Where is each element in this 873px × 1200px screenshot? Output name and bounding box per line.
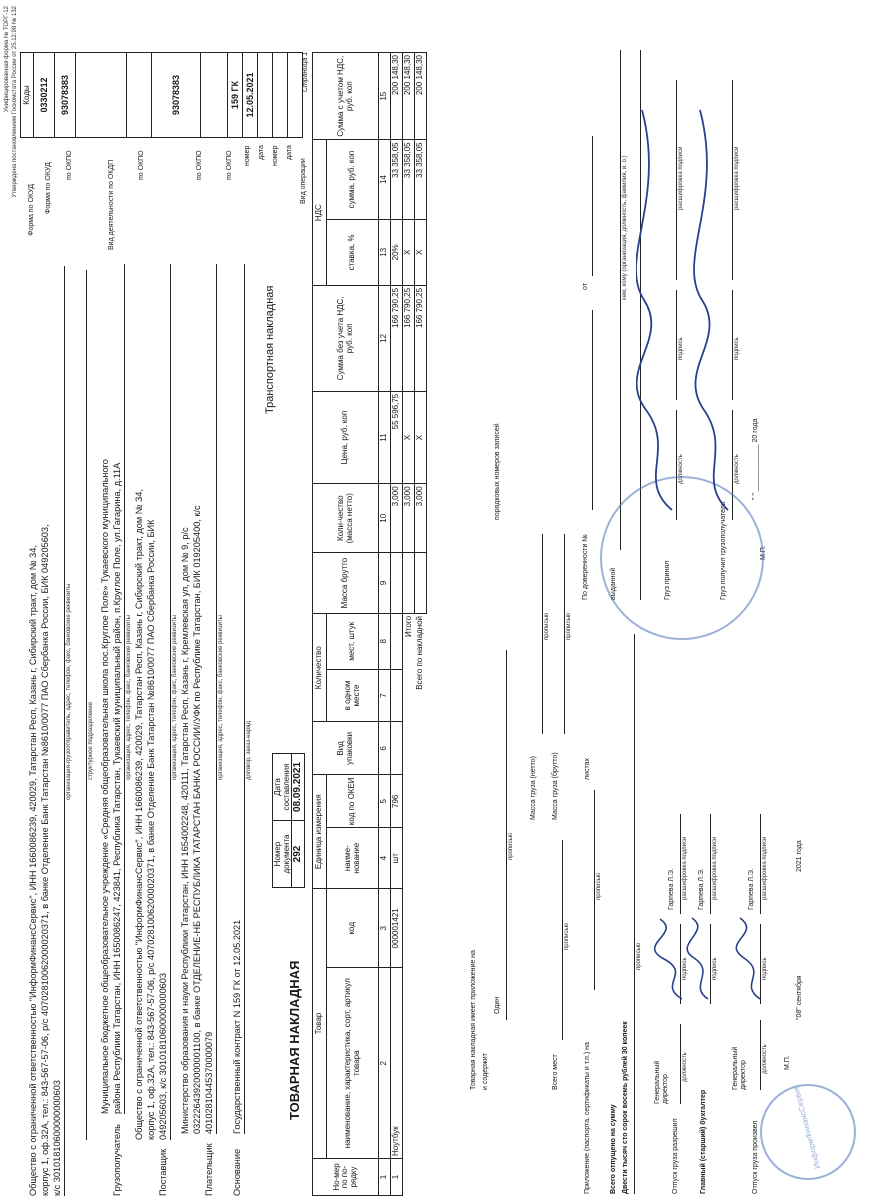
allowed-pos-caption: должность bbox=[682, 1052, 688, 1082]
cell-places bbox=[391, 613, 403, 669]
th-price: Цена, руб. коп bbox=[313, 391, 379, 484]
okpo-label-2: по ОКПО bbox=[138, 150, 145, 180]
records-label: порядковых номеров записей bbox=[494, 423, 501, 520]
division-caption: структурное подразделение bbox=[88, 701, 94, 780]
made-decode-caption: расшифровка подписи bbox=[762, 836, 768, 900]
signature-made bbox=[734, 914, 768, 1004]
cell-pack bbox=[391, 722, 403, 775]
th-vat-sum: сумма, руб. коп bbox=[327, 140, 379, 219]
date-year: 2021 года bbox=[796, 840, 803, 872]
supplier-caption: организация, адрес, телефон, факс, банковские реквизиты bbox=[172, 615, 178, 780]
th-net: Коли-чество (масса нетто) bbox=[313, 484, 379, 553]
appendix-caption: прописью bbox=[596, 872, 602, 900]
released-caption: прописью bbox=[636, 942, 642, 970]
th-total: Сумма с учетом НДС, руб. коп bbox=[313, 53, 379, 140]
proxy-from: от bbox=[582, 283, 589, 290]
basis-label: Основание bbox=[232, 1148, 242, 1196]
cell-price: 55 596,75 bbox=[391, 391, 403, 484]
okpo4-cell bbox=[201, 53, 228, 138]
consignee-line1: Муниципальное бюджетное общеобразовательное учреждение «Средняя общеобразовательная школа пос.Круглое Поле» Тукаевского муниципального bbox=[100, 459, 110, 1114]
th-vat-rate: ставка, % bbox=[327, 219, 379, 285]
th-sum: Сумма без учета НДС, руб. коп bbox=[313, 285, 379, 391]
tn-date-cell bbox=[273, 53, 288, 138]
page-label: Страница 1 bbox=[302, 51, 309, 92]
issued-caption: кем, кому (организация, должность, фамилия, и. о.) bbox=[622, 155, 628, 300]
attach-caption: прописью bbox=[508, 832, 514, 860]
shipper-line2: корпус 1, оф.32А, тел.: 843-567-57-06, р/с 40702810062000020371, в банке Отделение Банк Татарстан №8610/0077 ПАО Сбербанка России, БИК 049205603, bbox=[40, 524, 50, 1196]
grand-price: X bbox=[415, 391, 427, 484]
th-goods-name: наименование, характеристика, сорт, артикул товара bbox=[327, 968, 379, 1159]
column-number: 2 bbox=[379, 968, 391, 1159]
made-sign-caption: подпись bbox=[762, 957, 768, 980]
column-number: 8 bbox=[379, 613, 391, 669]
supplier-label: Поставщик bbox=[158, 1148, 168, 1196]
mass-gross-caption: прописью bbox=[566, 612, 572, 640]
accepted-label: Груз принял bbox=[664, 560, 671, 600]
cell-okei: 796 bbox=[391, 775, 403, 828]
cell-qty: 3,000 bbox=[391, 484, 403, 553]
allowed-sign-caption: подпись bbox=[682, 957, 688, 980]
th-qty-per-place: в одном месте bbox=[327, 669, 379, 722]
operation-cell bbox=[288, 53, 303, 138]
recv-mp: М.П. bbox=[760, 545, 767, 560]
tn-number-cell bbox=[258, 53, 273, 138]
sheets-label: листах bbox=[584, 757, 591, 780]
doc-number-table bbox=[272, 753, 305, 888]
column-number: 15 bbox=[379, 53, 391, 140]
cell-gross bbox=[391, 553, 403, 614]
document-title: ТОВАРНАЯ НАКЛАДНАЯ bbox=[287, 960, 302, 1120]
okud-label-text: Форма по ОКУД bbox=[45, 162, 52, 214]
tn-number-label: номер bbox=[272, 145, 279, 166]
goods-table bbox=[312, 52, 427, 1196]
received-label: Груз получил грузополучатель bbox=[720, 501, 727, 600]
released-sum: Двести тысяч сто сорок восемь рублей 30 копеек bbox=[622, 1021, 629, 1194]
company-stamp-left bbox=[760, 1084, 856, 1180]
made-position: Генеральный директор bbox=[732, 1046, 748, 1090]
cell-code: 000001421 bbox=[391, 889, 403, 968]
consignee-caption: организация, адрес, телефон, факс, банковские реквизиты bbox=[126, 615, 132, 780]
th-gross: Масса брутто bbox=[313, 553, 379, 614]
operation-label: Вид операции bbox=[300, 158, 307, 204]
accepted-decode-caption: расшифровка подписи bbox=[678, 146, 684, 210]
grand-qty: 3,000 bbox=[415, 484, 427, 553]
column-number: 14 bbox=[379, 140, 391, 219]
column-number: 3 bbox=[379, 889, 391, 968]
doc-number: 292 bbox=[292, 821, 305, 888]
shipper-line1: Общество с ограниченной ответственностью "ИнформФинансСервис", ИНН 1660086239, 420029, Татарстан Респ, Казань г, Сибирский тракт, дом № 34, bbox=[28, 545, 38, 1196]
grand-sum: 166 790,25 bbox=[415, 285, 427, 391]
date-label: дата bbox=[258, 145, 265, 160]
accepted-sign-caption: подпись bbox=[678, 337, 684, 360]
okdp-cell bbox=[76, 53, 127, 138]
itogo-price: X bbox=[403, 391, 415, 484]
itogo-rate: X bbox=[403, 219, 415, 285]
okdp-label: Вид деятельности по ОКДП bbox=[108, 159, 115, 250]
column-number: 5 bbox=[379, 775, 391, 828]
th-unit: Единица измерения bbox=[313, 775, 327, 889]
number-label: номер bbox=[244, 145, 251, 166]
allowed-label: Отпуск груза разрешил bbox=[672, 1118, 679, 1194]
made-label: Отпуск груза произвел bbox=[752, 1120, 759, 1194]
mass-gross-label: Масса груза (брутто) bbox=[552, 752, 559, 820]
codes-table bbox=[20, 52, 303, 138]
appendix-label: Приложение (паспорта, сертификаты и т.п.) на bbox=[584, 1042, 591, 1194]
th-goods-code: код bbox=[327, 889, 379, 968]
column-number: 6 bbox=[379, 722, 391, 775]
okpo-label-4: по ОКПО bbox=[226, 150, 233, 180]
released-label: Всего отпущено на сумму bbox=[610, 1104, 617, 1194]
itogo-total: 200 148,30 bbox=[403, 53, 415, 140]
contract-date: 12.05.2021 bbox=[243, 53, 258, 138]
places-label: Всего мест bbox=[552, 1054, 559, 1090]
column-number: 1 bbox=[379, 1158, 391, 1195]
itogo-row bbox=[403, 53, 415, 1196]
grand-vat: 33 358,05 bbox=[415, 140, 427, 219]
date-line: "08" сентября bbox=[796, 975, 803, 1020]
signature-accepted bbox=[636, 100, 680, 520]
cell-sum: 166 790,25 bbox=[391, 285, 403, 391]
table-row bbox=[391, 53, 403, 1196]
okpo-label-1: по ОКПО bbox=[66, 150, 73, 180]
made-name: Гарпева Л.Э. bbox=[748, 868, 755, 910]
th-unit-okei: код по ОКЕИ bbox=[327, 775, 379, 828]
allowed-name: Гарпева Л.Э. bbox=[668, 868, 675, 910]
form-approval-line2: Утверждена постановлением Госкомстата России от 25.12.98 № 132 bbox=[12, 6, 18, 198]
th-pack: Вид упаковки bbox=[313, 722, 379, 775]
th-qty-places: мест, штук bbox=[327, 613, 379, 669]
th-vat: НДС bbox=[313, 140, 327, 286]
accepted-pos-caption: должность bbox=[678, 454, 684, 484]
okpo3-code: 93078383 bbox=[152, 53, 201, 138]
th-num: Но-мер по по-рядку bbox=[313, 1158, 379, 1195]
cell-name: Ноутбук bbox=[391, 968, 403, 1159]
attach-contains: и содержит bbox=[482, 1053, 489, 1090]
column-number-row bbox=[379, 53, 391, 1196]
th-goods: Товар bbox=[313, 889, 327, 1159]
tn-date-label: дата bbox=[286, 145, 293, 160]
school-stamp-right bbox=[600, 476, 764, 640]
itogo-label: Итого bbox=[403, 615, 413, 637]
cell-vat: 33 358,05 bbox=[391, 140, 403, 219]
doc-date: 08.09.2021 bbox=[292, 754, 305, 821]
cell-total: 200 148,30 bbox=[391, 53, 403, 140]
contract-number: 159 ГК bbox=[228, 53, 243, 138]
cell-rate: 20% bbox=[391, 219, 403, 285]
mp-left: М.П. bbox=[784, 1055, 791, 1070]
okud-label: Форма по ОКУД bbox=[28, 184, 35, 236]
supplier-line2: корпус 1, оф.32А, тел.: 843-567-57-06, р/с 40702810062000020371, в банке Отделение Банк Татарстан №8610/0077 ПАО Сбербанка России, БИК bbox=[146, 519, 156, 1140]
grand-rate: X bbox=[415, 219, 427, 285]
accountant-name: Гарпева Л.Э. bbox=[698, 868, 705, 910]
cell-unit: шт bbox=[391, 828, 403, 889]
grand-label: Всего по накладной bbox=[415, 615, 425, 690]
signature-received bbox=[692, 100, 736, 520]
accountant-sign-caption: подпись bbox=[712, 957, 718, 980]
accountant-decode-caption: расшифровка подписи bbox=[712, 836, 718, 900]
signature-accountant bbox=[686, 914, 716, 1004]
received-sign-caption: подпись bbox=[734, 337, 740, 360]
goods-rows bbox=[391, 53, 403, 1196]
shipper-caption: организация-грузоотправитель, адрес, телефон, факс, банковские реквизиты bbox=[66, 583, 72, 800]
th-unit-name: наиме-нование bbox=[327, 828, 379, 889]
proxy-label: По доверенности № bbox=[582, 534, 589, 600]
allowed-position: Генеральный директор bbox=[654, 1060, 670, 1104]
made-pos-caption: должность bbox=[762, 1044, 768, 1074]
payer-line3: 40102810445370000079 bbox=[204, 1031, 214, 1134]
itogo-qty: 3,000 bbox=[403, 484, 415, 553]
payer-label: Плательщик bbox=[204, 1143, 214, 1196]
payer-line1: Министерство образования и науки Республики Татарстан, ИНН 1654002248, 420111, Татарстан Респ, Казань г, Кремлевская ул, дом № 9, р/с bbox=[180, 527, 190, 1134]
column-number: 7 bbox=[379, 669, 391, 722]
mass-net-caption: прописью bbox=[544, 612, 550, 640]
form-approval-line1: Унифицированная форма № ТОРГ-12 bbox=[4, 6, 10, 113]
codes-title: Коды bbox=[21, 53, 34, 138]
column-number: 12 bbox=[379, 285, 391, 391]
received-pos-caption: должность bbox=[734, 454, 740, 484]
okud-code: 0330212 bbox=[34, 53, 55, 138]
th-quantity: Количество bbox=[313, 613, 327, 721]
itogo-sum: 166 790,25 bbox=[403, 285, 415, 391]
column-number: 10 bbox=[379, 484, 391, 553]
transport-title: Транспортная накладная bbox=[264, 285, 276, 414]
received-decode-caption: расшифровка подписи bbox=[734, 146, 740, 210]
supplier-line1: Общество с ограниченной ответственностью "ИнформФинансСервис", ИНН 1660086239, 420029, Татарстан Респ, Казань г, Сибирский тракт, дом № 34, bbox=[134, 489, 144, 1140]
allowed-decode-caption: расшифровка подписи bbox=[682, 836, 688, 900]
supplier-line3: 049205603, к/с 30101810600000000603 bbox=[158, 972, 168, 1140]
basis-value: Государственный контракт N 159 ГК от 12.05.2021 bbox=[232, 919, 242, 1134]
cell-per_place bbox=[391, 669, 403, 722]
stamp-text-left: ИнформФинансСервис bbox=[790, 1083, 823, 1170]
basis-caption: договор, заказ-наряд bbox=[246, 721, 252, 780]
doc-number-header: Номер документа bbox=[273, 821, 292, 888]
recv-date: " " ____________ 20 года bbox=[752, 418, 759, 500]
grand-row bbox=[415, 53, 427, 1196]
payer-caption: организация, адрес, телефон, факс, банковские реквизиты bbox=[218, 615, 224, 780]
okpo2-cell bbox=[127, 53, 152, 138]
accountant-label: Главный (старший) бухгалтер bbox=[700, 1089, 707, 1194]
cell-n: 1 bbox=[391, 1158, 403, 1195]
itogo-vat: 33 358,05 bbox=[403, 140, 415, 219]
mass-net-label: Масса груза (нетто) bbox=[530, 756, 537, 820]
okpo-label-3: по ОКПО bbox=[196, 150, 203, 180]
payer-line2: 03222643920000001100, в банке ОТДЕЛЕНИЕ-НБ РЕСПУБЛИКА ТАТАРСТАН БАНКА РОССИИ//УФК по Республике Татарстан, БИК 019205400, к/с bbox=[192, 505, 202, 1134]
consignee-line2: района Республики Татарстан, ИНН 1650086247, 423841, Республика Татарстан, Тукаевский муниципальный район, п.Круглое Поле, ул.Гагарина, д.11А bbox=[112, 462, 122, 1114]
okpo-code: 93078383 bbox=[55, 53, 76, 138]
places-caption: прописью bbox=[564, 922, 570, 950]
shipper-line3: к/с 30101810600000000603 bbox=[52, 1080, 62, 1196]
issued-label: выданной bbox=[610, 567, 617, 600]
column-number: 11 bbox=[379, 391, 391, 484]
column-number: 9 bbox=[379, 553, 391, 614]
column-number: 13 bbox=[379, 219, 391, 285]
attach-value: Один bbox=[494, 996, 501, 1014]
column-number: 4 bbox=[379, 828, 391, 889]
grand-total: 200 148,30 bbox=[415, 53, 427, 140]
doc-date-header: Дата составления bbox=[273, 754, 292, 821]
attach-label: Товарная накладная имеет приложение на bbox=[470, 950, 477, 1090]
consignee-label: Грузополучатель bbox=[112, 1124, 122, 1196]
